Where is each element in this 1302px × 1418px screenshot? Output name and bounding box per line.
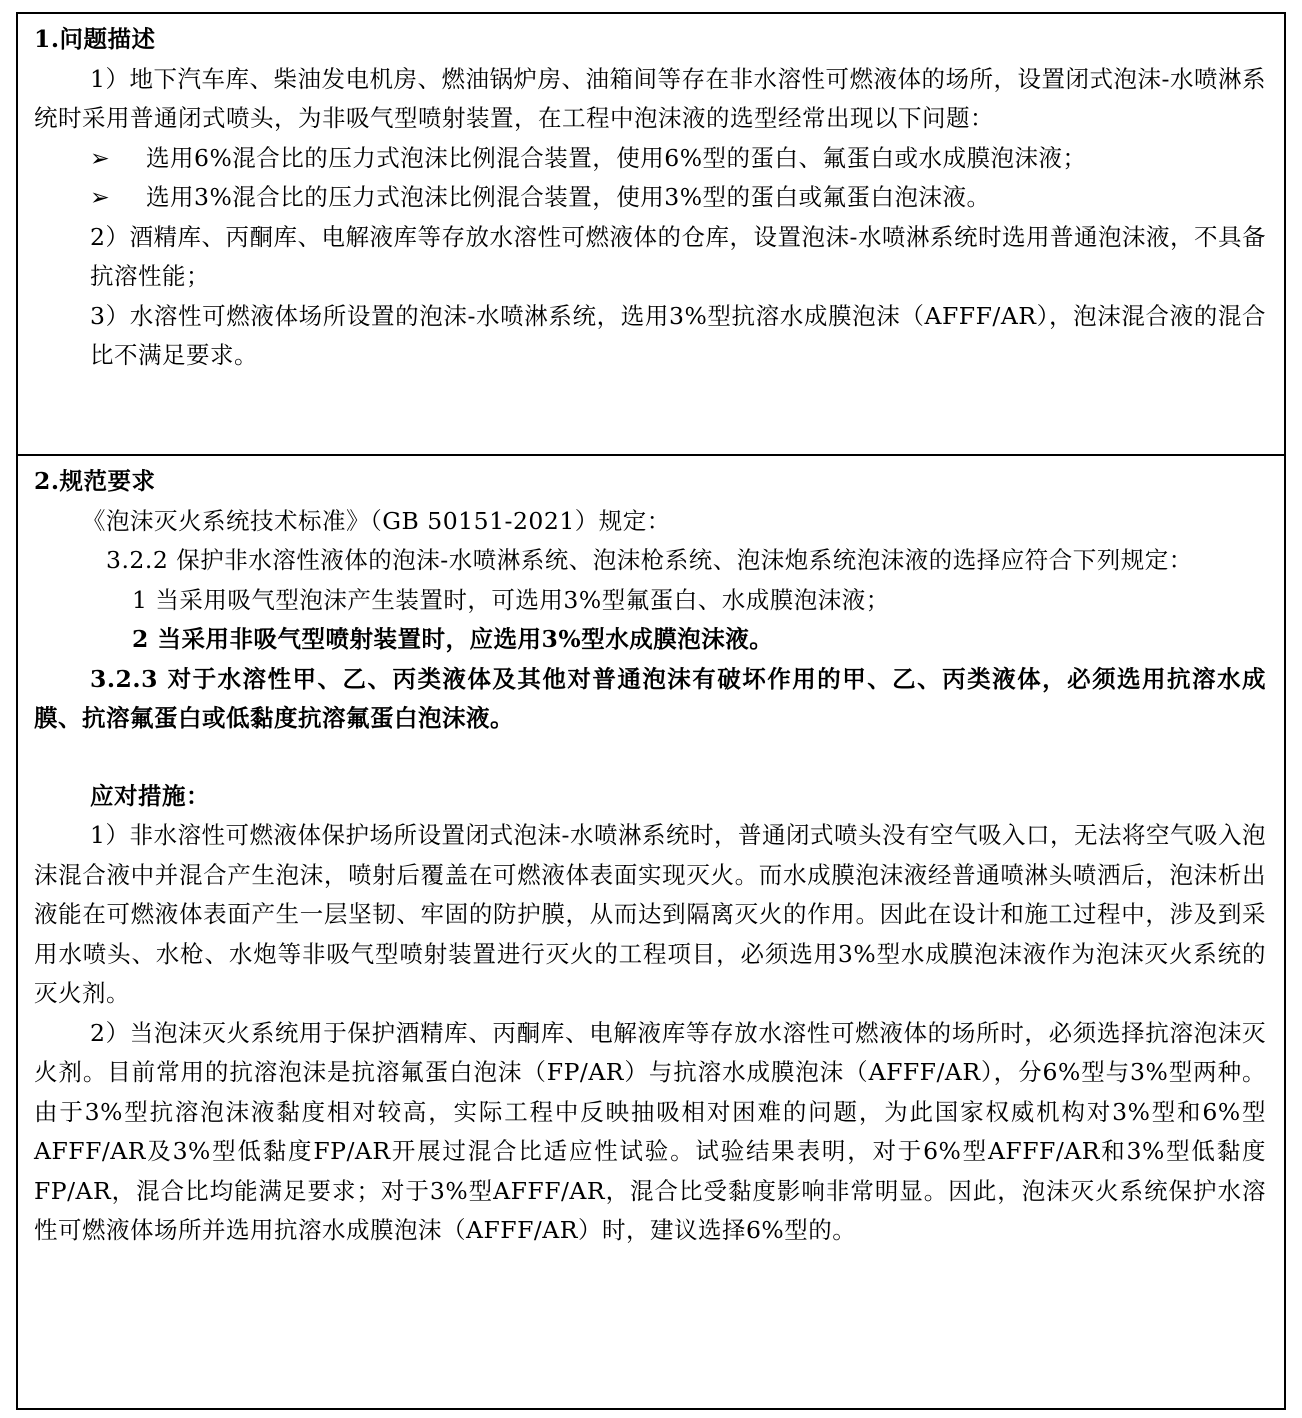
problem-item-2: 2）酒精库、丙酮库、电解液库等存放水溶性可燃液体的仓库，设置泡沫-水喷淋系统时选用普通泡沫液，不具备抗溶性能； [90,222,1266,290]
problem-bullet-1 [34,139,1266,179]
problem-bullet-2 [34,178,1266,218]
problem-item-3: 3）水溶性可燃液体场所设置的泡沫-水喷淋系统，选用3%型抗溶水成膜泡沫（AFFF/AR），泡沫混合液的混合比不满足要求。 [90,301,1266,369]
bullet-text: 选用3%混合比的压力式泡沫比例混合装置，使用3%型的蛋白或氟蛋白泡沫液。 [146,183,991,211]
spacer [34,739,1266,777]
problem-heading: 1.问题描述 [34,25,156,53]
problem-item-1: 1）地下汽车库、柴油发电机房、燃油锅炉房、油箱间等存在非水溶性可燃液体的场所，设置闭式泡沫-水喷淋系统时采用普通闭式喷头，为非吸气型喷射装置，在工程中泡沫液的选型经常出现以下问题： [34,64,1266,132]
document-table [16,12,1286,1410]
measure-2: 2）当泡沫灭火系统用于保护酒精库、丙酮库、电解液库等存放水溶性可燃液体的场所时，必须选择抗溶泡沫灭火剂。目前常用的抗溶泡沫是抗溶氟蛋白泡沫（FP/AR）与抗溶水成膜泡沫（AFFF/AR），分6%型与3%型两种。由于3%型抗溶泡沫液黏度相对较高，实际工程中反映抽吸相对困难的问题，为此国家权威机构对3%型和6%型AFFF/AR及3%型低黏度FP/AR开展过混合比适应性试验。试验结果表明，对于6%型AFFF/AR和3%型低黏度FP/AR，混合比均能满足要求；对于3%型AFFF/AR，混合比受黏度影响非常明显。因此，泡沫灭火系统保护水溶性可燃液体场所并选用抗溶水成膜泡沫（AFFF/AR）时，建议选择6%型的。 [34,1018,1266,1244]
bullet-text: 选用6%混合比的压力式泡沫比例混合装置，使用6%型的蛋白、氟蛋白或水成膜泡沫液； [146,143,1087,172]
bullet-arrow-icon: ➢ [90,143,111,172]
bullet-arrow-icon: ➢ [90,183,111,211]
clause-3-2-3: 3.2.3 对于水溶性甲、乙、丙类液体及其他对普通泡沫有破坏作用的甲、乙、丙类液体，必须选用抗溶水成膜、抗溶氟蛋白或低黏度抗溶氟蛋白泡沫液。 [34,664,1266,732]
measure-1: 1）非水溶性可燃液体保护场所设置闭式泡沫-水喷淋系统时，普通闭式喷头没有空气吸入口，无法将空气吸入泡沫混合液中并混合产生泡沫，喷射后覆盖在可燃液体表面实现灭火。而水成膜泡沫液经普通喷淋头喷洒后，泡沫析出液能在可燃液体表面产生一层坚韧、牢固的防护膜，从而达到隔离灭火的作用。因此在设计和施工过程中，涉及到采用水喷头、水枪、水炮等非吸气型喷射装置进行灭火的工程项目，必须选用3%型水成膜泡沫液作为泡沫灭火系统的灭火剂。 [34,821,1266,1007]
clause-3-2-2: 3.2.2 保护非水溶性液体的泡沫-水喷淋系统、泡沫枪系统、泡沫炮系统泡沫液的选择应符合下列规定： [106,546,1193,574]
clause-item-2: 2 当采用非吸气型喷射装置时，应选用3%型水成膜泡沫液。 [132,625,774,653]
clause-item-1: 1 当采用吸气型泡沫产生装置时，可选用3%型氟蛋白、水成膜泡沫液； [132,585,890,614]
requirements-section [18,454,1284,1408]
problem-section [18,14,1284,452]
requirements-heading: 2.规范要求 [34,467,156,495]
standard-reference: 《泡沫灭火系统技术标准》（GB 50151-2021）规定： [82,506,671,535]
measures-heading: 应对措施： [90,781,210,810]
